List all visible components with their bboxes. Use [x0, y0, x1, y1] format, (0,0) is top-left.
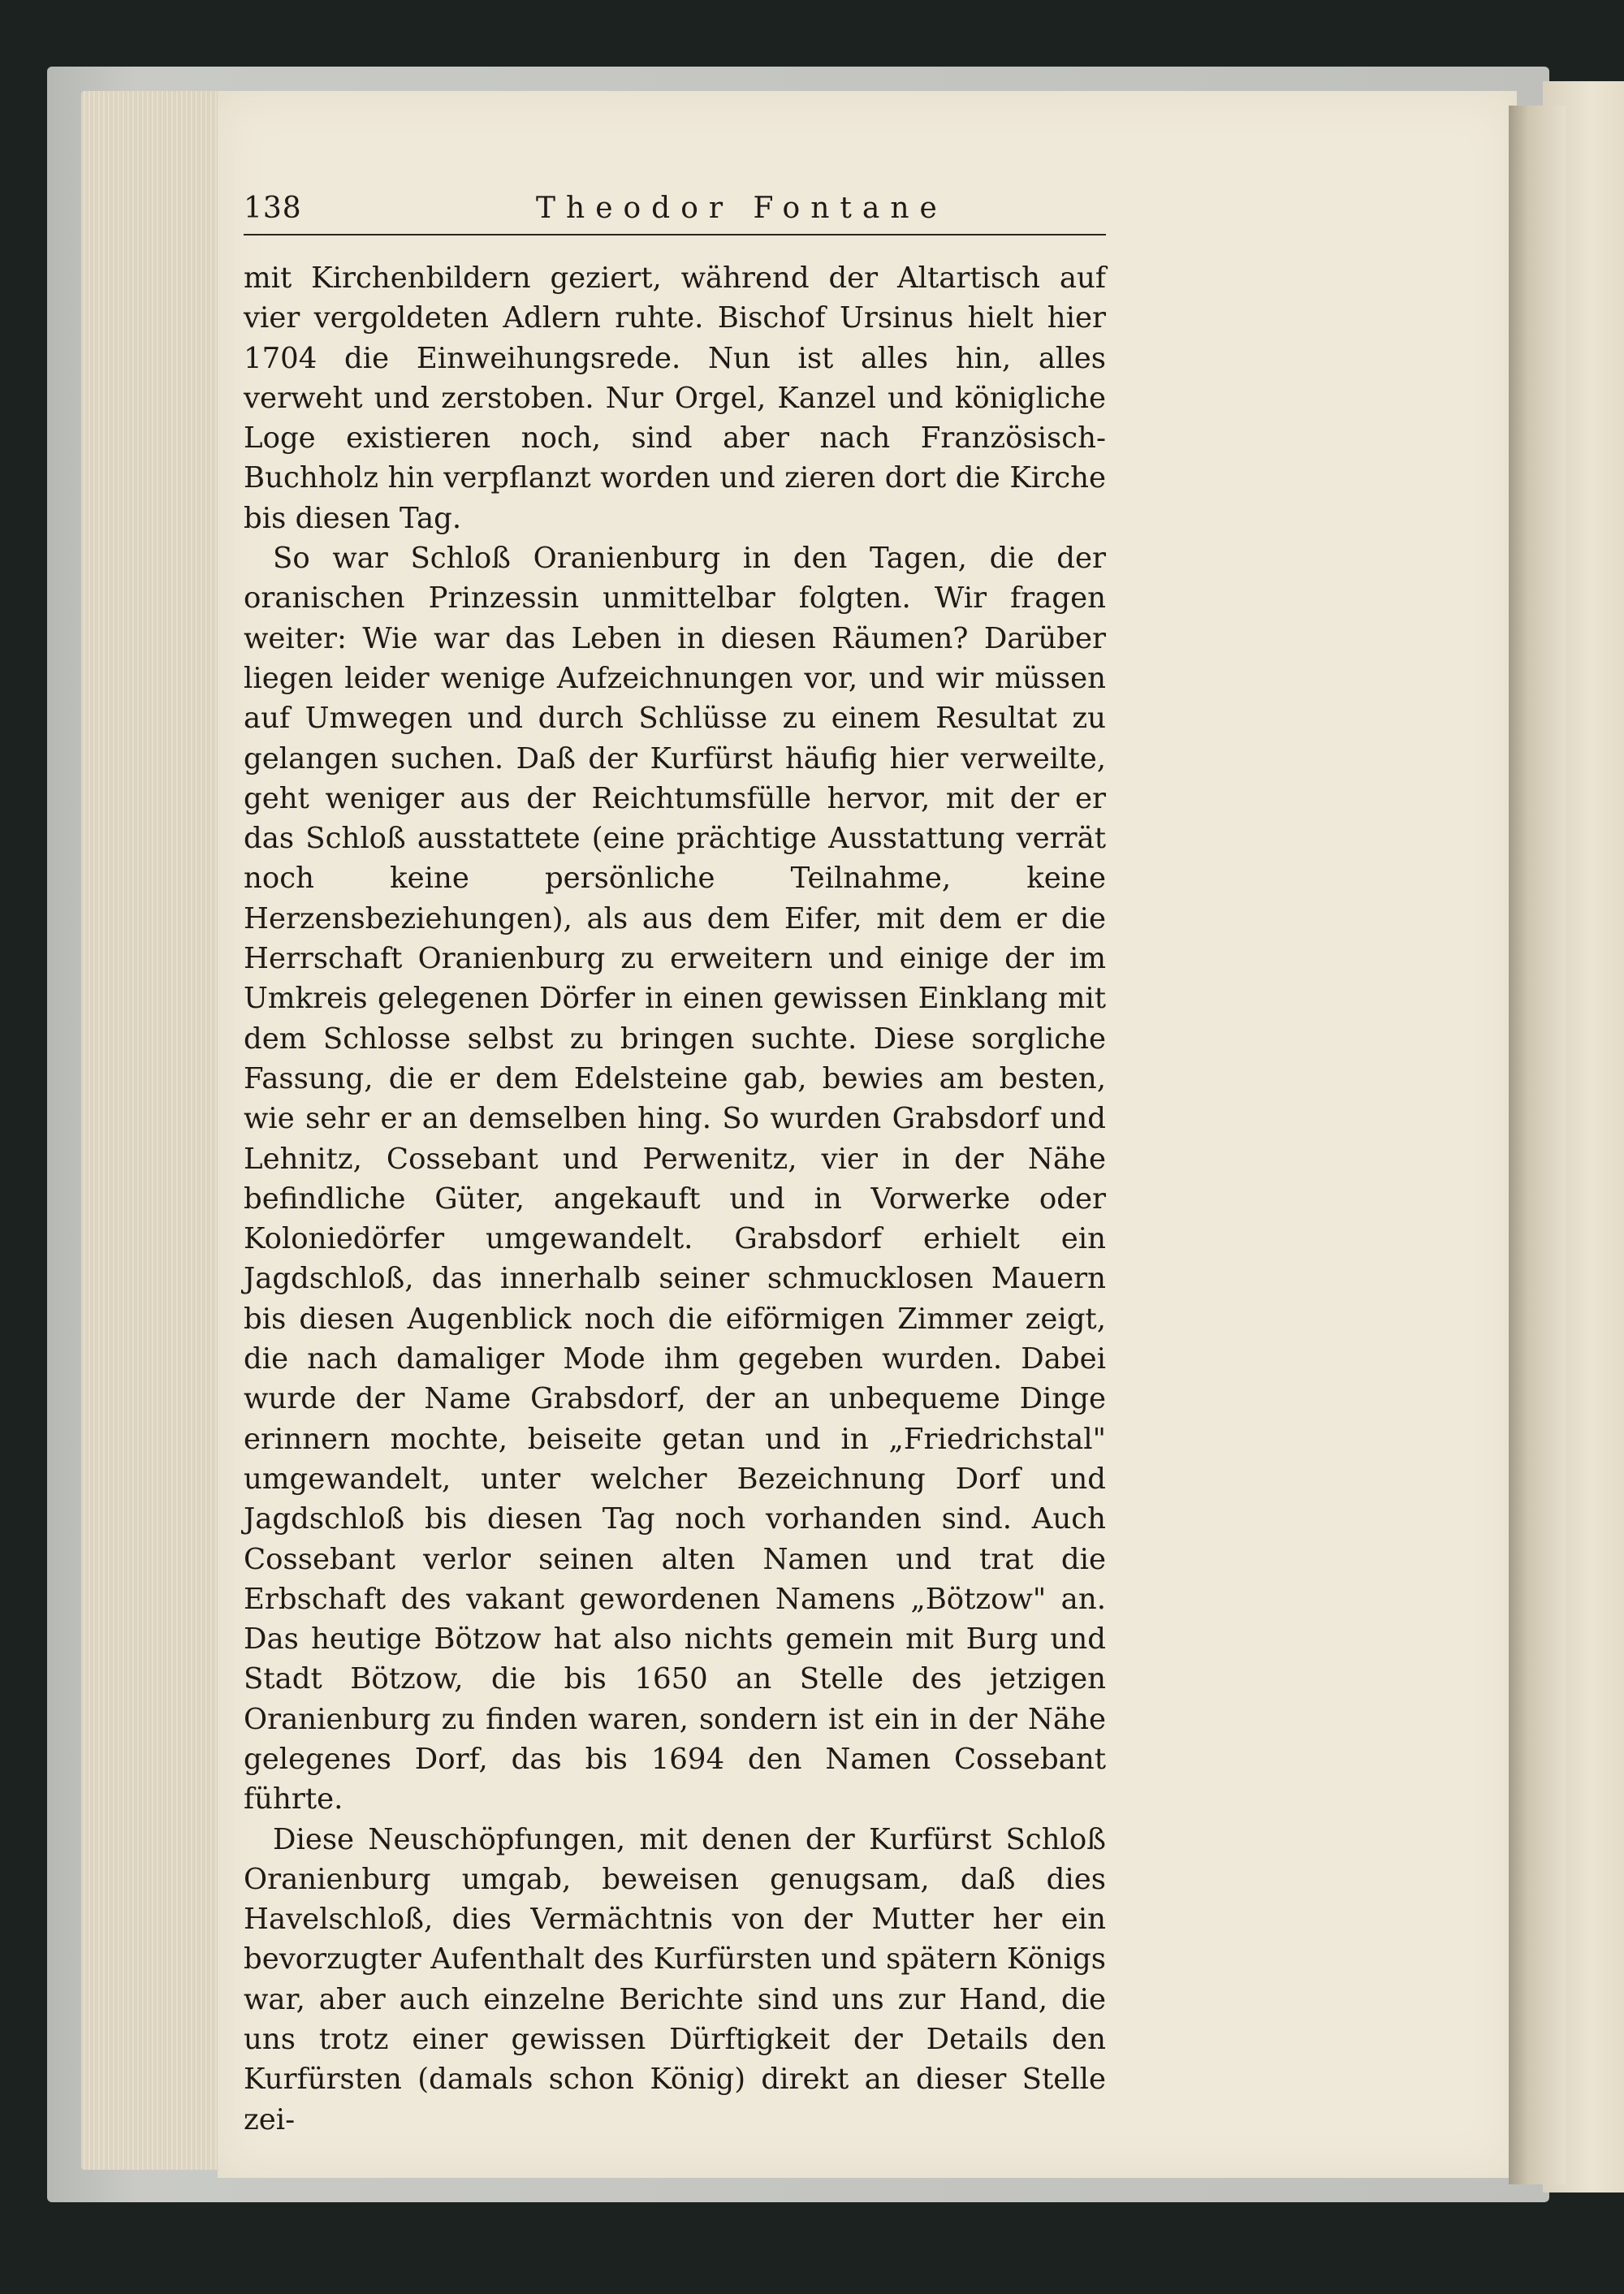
paragraph: Diese Neuschöpfungen, mit denen der Kurfürst Schloß Oranienburg umgab, beweisen genugsam, daß dies Havelschloß, dies Vermächtnis von der Mutter her ein bevorzugter Aufenthalt des Kurfürsten und spätern Königs war, aber auch einzelne Berichte sind uns zur Hand, die uns trotz einer gewissen Dürftigkeit der Details den Kurfürsten (damals schon König) direkt an dieser Stelle zei-	[244, 1822, 1106, 2136]
paragraph: So war Schloß Oranienburg in den Tagen, die der oranischen Prinzessin unmittelbar folgten. Wir fragen weiter: Wie war das Leben in diesen Räumen? Darüber liegen leider wenige Aufzeichnungen vor, und wir müssen auf Umwegen und durch Schlüsse zu einem Resultat zu gelangen suchen. Daß der Kurfürst häufig hier verweilte, geht weniger aus der Reichtumsfülle hervor, mit der er das Schloß ausstattete (eine prächtige Ausstattung verrät noch keine persönliche Teilnahme, keine Herzensbeziehungen), als aus dem Eifer, mit dem er die Herrschaft Oranienburg zu erweitern und einige der im Umkreis gelegenen Dörfer in einen gewissen Einklang mit dem Schlosse selbst zu bringen suchte. Diese sorgliche Fassung, die er dem Edelsteine gab, bewies am besten, wie sehr er an demselben hing. So wurden Grabsdorf und Lehnitz, Cossebant und Perwenitz, vier in der Nähe befindliche Güter, angekauft und in Vorwerke oder Koloniedörfer umgewandelt. Grabsdorf erhielt ein Jagdschloß, das innerhalb seiner schmucklosen Mauern bis diesen Augenblick noch die eiförmigen Zimmer zeigt, die nach damaliger Mode ihm gegeben wurden. Dabei wurde der Name Grabsdorf, der an unbequeme Dinge erinnern mochte, beiseite getan und in „Friedrichstal" umgewandelt, unter welcher Bezeichnung Dorf und Jagdschloß bis diesen Tag noch vorhanden sind. Auch Cossebant verlor seinen alten Namen und trat die Erbschaft des vakant gewordenen Namens „Bötzow" an. Das heutige Bötzow hat also nichts gemein mit Burg und Stadt Bötzow, die bis 1650 an Stelle des jetzigen Oranienburg zu finden waren, sondern ist ein in der Nähe gelegenes Dorf, das bis 1694 den Namen Cossebant führte.	[244, 542, 1106, 1817]
paragraph: mit Kirchenbildern geziert, während der Altartisch auf vier vergoldeten Adlern ruhte. Bischof Ursinus hielt hier 1704 die Einweihungsrede. Nun ist alles hin, alles verweht und zerstoben. Nur Orgel, Kanzel und königliche Loge existieren noch, sind aber nach Französisch-Buchholz hin verpflanzt worden und zieren dort die Kirche bis diesen Tag.	[244, 261, 1106, 535]
spine-gutter	[1509, 106, 1566, 2184]
page-header	[244, 187, 1106, 235]
running-head: Theodor Fontane	[536, 192, 948, 225]
page-number: 138	[244, 192, 302, 225]
body-text	[244, 258, 1106, 2140]
page-edges	[81, 91, 235, 2170]
